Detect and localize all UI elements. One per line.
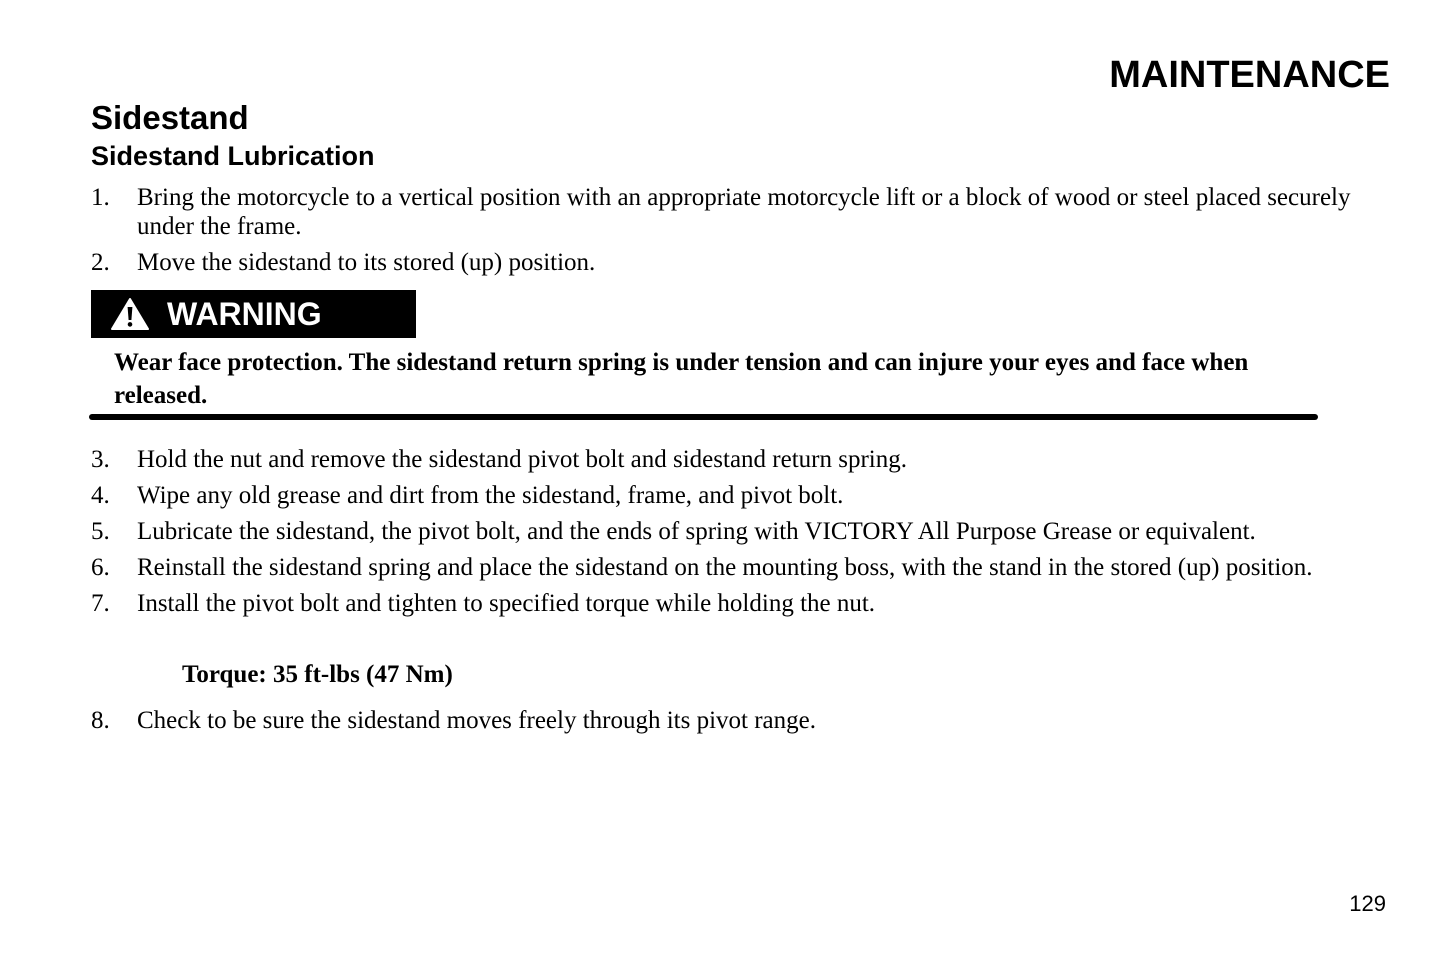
step-text: Check to be sure the sidestand moves freely through its pivot range. bbox=[137, 707, 817, 734]
step-number: 5. bbox=[91, 518, 110, 545]
warning-divider bbox=[89, 414, 1318, 420]
section-title: MAINTENANCE bbox=[1109, 54, 1390, 96]
step-text: Move the sidestand to its stored (up) position. bbox=[137, 249, 596, 276]
list-item bbox=[91, 445, 1401, 474]
step-number: 7. bbox=[91, 590, 110, 617]
list-item bbox=[91, 481, 1401, 510]
step-text: Hold the nut and remove the sidestand pivot bolt and sidestand return spring. bbox=[137, 446, 907, 473]
list-item bbox=[91, 517, 1401, 546]
step-text: Install the pivot bolt and tighten to specified torque while holding the nut. bbox=[137, 590, 876, 617]
warning-word: WARNING bbox=[167, 296, 322, 332]
warning-text: Wear face protection. The sidestand return spring is under tension and can injure your eyes and face when released. bbox=[114, 349, 1249, 409]
page-heading: Sidestand bbox=[91, 99, 249, 136]
steps-list-before-warning bbox=[91, 183, 1401, 284]
warning-label bbox=[91, 290, 416, 338]
page-number: 129 bbox=[1349, 891, 1386, 916]
step-number: 2. bbox=[91, 249, 110, 276]
step-text: Bring the motorcycle to a vertical position with an appropriate motorcycle lift or a block of wood or steel placed securely under the frame. bbox=[137, 184, 1351, 240]
list-item bbox=[91, 183, 1401, 241]
step-text: Reinstall the sidestand spring and place the sidestand on the mounting boss, with the stand in the stored (up) position. bbox=[137, 554, 1313, 581]
steps-list-after-warning bbox=[91, 445, 1401, 625]
step-number: 6. bbox=[91, 554, 110, 581]
step-number: 4. bbox=[91, 482, 110, 509]
list-item bbox=[91, 553, 1401, 582]
step-number: 3. bbox=[91, 446, 110, 473]
list-item bbox=[91, 248, 1401, 277]
step-number: 8. bbox=[91, 707, 110, 734]
step-number: 1. bbox=[91, 184, 110, 211]
torque-spec: Torque: 35 ft-lbs (47 Nm) bbox=[182, 661, 453, 688]
step-text: Wipe any old grease and dirt from the sidestand, frame, and pivot bolt. bbox=[137, 482, 844, 509]
list-item bbox=[91, 589, 1401, 618]
list-item bbox=[91, 706, 1401, 735]
page-subheading: Sidestand Lubrication bbox=[91, 141, 375, 171]
warning-triangle-icon bbox=[110, 297, 150, 331]
steps-list-final bbox=[91, 706, 1401, 742]
step-text: Lubricate the sidestand, the pivot bolt, and the ends of spring with VICTORY All Purpose Grease or equivalent. bbox=[137, 518, 1256, 545]
